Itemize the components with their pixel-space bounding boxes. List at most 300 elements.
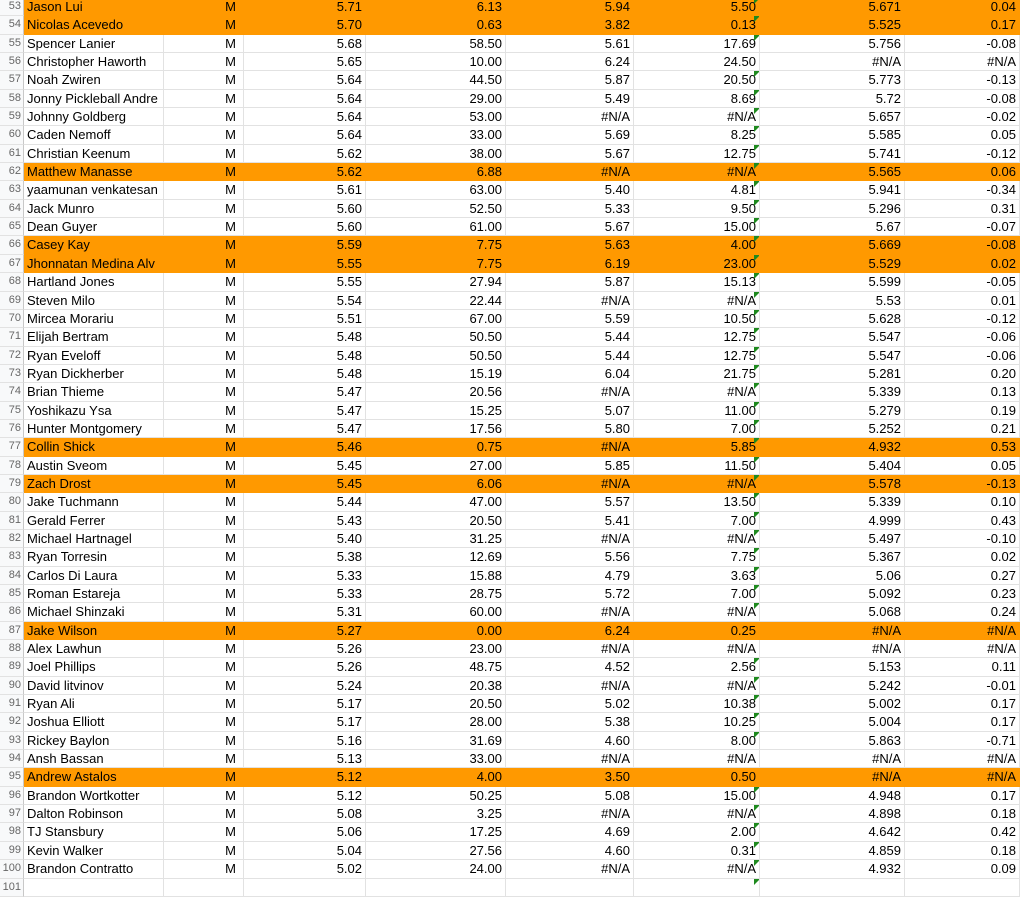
cell-delta[interactable]: -0.05 (905, 273, 1020, 291)
cell-value-d[interactable]: 0.75 (366, 438, 506, 456)
cell-rating[interactable]: 5.12 (244, 768, 366, 786)
row-header[interactable]: 88 (0, 640, 24, 658)
cell-player-name[interactable]: Kevin Walker (24, 842, 164, 860)
cell-value-g[interactable]: 5.242 (760, 677, 905, 695)
cell-rating[interactable]: 5.26 (244, 640, 366, 658)
cell-value-e[interactable]: 5.85 (506, 457, 634, 475)
cell-player-name[interactable]: Steven Milo (24, 292, 164, 310)
row-header[interactable]: 53 (0, 0, 24, 16)
row-header[interactable]: 67 (0, 255, 24, 273)
cell-value-f[interactable]: 12.75 (634, 328, 760, 346)
cell-rating[interactable]: 5.43 (244, 512, 366, 530)
cell-value-f[interactable]: #N/A (634, 475, 760, 493)
cell-value-f[interactable]: 13.50 (634, 493, 760, 511)
cell-value-f[interactable]: 0.25 (634, 622, 760, 640)
cell-gender[interactable]: M (164, 860, 244, 878)
cell-value-e[interactable]: 5.69 (506, 126, 634, 144)
row-header[interactable]: 55 (0, 35, 24, 53)
cell-player-name[interactable]: Jack Munro (24, 200, 164, 218)
cell-player-name[interactable]: Ryan Torresin (24, 548, 164, 566)
row-header[interactable]: 66 (0, 236, 24, 254)
cell-value-e[interactable]: 5.87 (506, 273, 634, 291)
cell-delta[interactable]: 0.17 (905, 713, 1020, 731)
cell-value-d[interactable]: 3.25 (366, 805, 506, 823)
cell-player-name[interactable]: Jhonnatan Medina Alv (24, 255, 164, 273)
row-header[interactable]: 69 (0, 292, 24, 310)
cell-rating[interactable]: 5.48 (244, 347, 366, 365)
cell-value-d[interactable]: 28.00 (366, 713, 506, 731)
cell-rating[interactable]: 5.70 (244, 16, 366, 34)
cell-rating[interactable]: 5.55 (244, 255, 366, 273)
cell-value-e[interactable]: 5.44 (506, 328, 634, 346)
cell-value-f[interactable]: 5.85 (634, 438, 760, 456)
cell-value-e[interactable]: 3.50 (506, 768, 634, 786)
cell-delta[interactable]: 0.05 (905, 126, 1020, 144)
cell-value-g[interactable]: 4.932 (760, 860, 905, 878)
cell-delta[interactable]: -0.12 (905, 145, 1020, 163)
cell-delta[interactable]: 0.10 (905, 493, 1020, 511)
cell-value-e[interactable]: 5.72 (506, 585, 634, 603)
cell-value-e[interactable]: 5.80 (506, 420, 634, 438)
cell-value-d[interactable]: 58.50 (366, 35, 506, 53)
cell-player-name[interactable] (24, 879, 164, 897)
cell-player-name[interactable]: David litvinov (24, 677, 164, 695)
cell-value-d[interactable]: 27.00 (366, 457, 506, 475)
row-header[interactable]: 64 (0, 200, 24, 218)
cell-delta[interactable]: 0.19 (905, 402, 1020, 420)
cell-value-g[interactable]: #N/A (760, 622, 905, 640)
cell-delta[interactable]: 0.17 (905, 16, 1020, 34)
cell-value-g[interactable]: 5.339 (760, 383, 905, 401)
cell-value-g[interactable]: 5.279 (760, 402, 905, 420)
cell-value-f[interactable]: 3.63 (634, 567, 760, 585)
cell-value-d[interactable]: 15.19 (366, 365, 506, 383)
cell-value-g[interactable]: 5.547 (760, 347, 905, 365)
cell-delta[interactable]: 0.17 (905, 695, 1020, 713)
cell-value-e[interactable]: 5.63 (506, 236, 634, 254)
cell-gender[interactable]: M (164, 823, 244, 841)
cell-rating[interactable]: 5.55 (244, 273, 366, 291)
cell-delta[interactable]: 0.17 (905, 787, 1020, 805)
cell-rating[interactable]: 5.47 (244, 383, 366, 401)
cell-value-d[interactable]: 23.00 (366, 640, 506, 658)
cell-delta[interactable]: -0.13 (905, 71, 1020, 89)
cell-value-d[interactable]: 22.44 (366, 292, 506, 310)
cell-player-name[interactable]: Rickey Baylon (24, 732, 164, 750)
row-header[interactable]: 87 (0, 622, 24, 640)
cell-value-f[interactable]: 8.00 (634, 732, 760, 750)
cell-delta[interactable]: #N/A (905, 768, 1020, 786)
cell-value-e[interactable]: 4.79 (506, 567, 634, 585)
cell-value-f[interactable]: 0.31 (634, 842, 760, 860)
cell-value-g[interactable]: 5.404 (760, 457, 905, 475)
cell-value-f[interactable]: 17.69 (634, 35, 760, 53)
cell-value-f[interactable]: 11.00 (634, 402, 760, 420)
cell-rating[interactable]: 5.08 (244, 805, 366, 823)
row-header[interactable]: 95 (0, 768, 24, 786)
cell-value-e[interactable]: 6.24 (506, 622, 634, 640)
cell-gender[interactable]: M (164, 365, 244, 383)
cell-rating[interactable]: 5.13 (244, 750, 366, 768)
row-header[interactable]: 70 (0, 310, 24, 328)
row-header[interactable]: 54 (0, 16, 24, 34)
cell-value-d[interactable]: 15.25 (366, 402, 506, 420)
cell-gender[interactable]: M (164, 842, 244, 860)
cell-value-g[interactable]: 5.72 (760, 90, 905, 108)
cell-delta[interactable]: 0.02 (905, 255, 1020, 273)
cell-value-f[interactable]: 2.00 (634, 823, 760, 841)
cell-rating[interactable]: 5.27 (244, 622, 366, 640)
cell-player-name[interactable]: Michael Shinzaki (24, 603, 164, 621)
cell-value-g[interactable]: 5.06 (760, 567, 905, 585)
row-header[interactable]: 58 (0, 90, 24, 108)
cell-player-name[interactable]: Dean Guyer (24, 218, 164, 236)
cell-player-name[interactable]: Mircea Morariu (24, 310, 164, 328)
cell-value-g[interactable]: 5.741 (760, 145, 905, 163)
cell-gender[interactable]: M (164, 108, 244, 126)
cell-player-name[interactable]: Alex Lawhun (24, 640, 164, 658)
row-header[interactable]: 97 (0, 805, 24, 823)
cell-value-d[interactable]: 24.00 (366, 860, 506, 878)
row-header[interactable]: 60 (0, 126, 24, 144)
cell-gender[interactable]: M (164, 713, 244, 731)
cell-gender[interactable]: M (164, 805, 244, 823)
cell-delta[interactable]: -0.34 (905, 181, 1020, 199)
cell-rating[interactable]: 5.64 (244, 126, 366, 144)
cell-gender[interactable]: M (164, 35, 244, 53)
cell-value-d[interactable]: 20.38 (366, 677, 506, 695)
cell-value-e[interactable]: #N/A (506, 603, 634, 621)
row-header[interactable]: 82 (0, 530, 24, 548)
row-header[interactable]: 81 (0, 512, 24, 530)
row-header[interactable]: 94 (0, 750, 24, 768)
cell-value-d[interactable]: 7.75 (366, 255, 506, 273)
cell-value-d[interactable]: 31.25 (366, 530, 506, 548)
cell-value-f[interactable]: #N/A (634, 677, 760, 695)
cell-delta[interactable]: #N/A (905, 640, 1020, 658)
cell-value-e[interactable]: 5.38 (506, 713, 634, 731)
cell-delta[interactable]: 0.01 (905, 292, 1020, 310)
cell-value-d[interactable]: 17.56 (366, 420, 506, 438)
cell-value-f[interactable]: 15.00 (634, 218, 760, 236)
cell-delta[interactable]: 0.04 (905, 0, 1020, 16)
cell-delta[interactable]: -0.01 (905, 677, 1020, 695)
row-header[interactable]: 83 (0, 548, 24, 566)
cell-gender[interactable]: M (164, 457, 244, 475)
row-header[interactable]: 93 (0, 732, 24, 750)
row-header[interactable]: 91 (0, 695, 24, 713)
cell-value-d[interactable]: 17.25 (366, 823, 506, 841)
row-header[interactable]: 56 (0, 53, 24, 71)
cell-gender[interactable]: M (164, 585, 244, 603)
row-header[interactable]: 78 (0, 457, 24, 475)
cell-value-g[interactable]: 5.497 (760, 530, 905, 548)
cell-value-d[interactable]: 20.56 (366, 383, 506, 401)
row-header[interactable]: 96 (0, 787, 24, 805)
cell-value-g[interactable]: 5.281 (760, 365, 905, 383)
cell-value-d[interactable]: 33.00 (366, 750, 506, 768)
cell-rating[interactable]: 5.64 (244, 71, 366, 89)
cell-delta[interactable]: -0.71 (905, 732, 1020, 750)
cell-value-d[interactable]: 31.69 (366, 732, 506, 750)
cell-value-g[interactable]: 5.252 (760, 420, 905, 438)
cell-delta[interactable]: #N/A (905, 750, 1020, 768)
cell-value-e[interactable]: 5.67 (506, 145, 634, 163)
cell-value-e[interactable]: #N/A (506, 292, 634, 310)
cell-value-f[interactable]: 15.00 (634, 787, 760, 805)
cell-delta[interactable]: 0.18 (905, 842, 1020, 860)
cell-rating[interactable]: 5.60 (244, 218, 366, 236)
cell-player-name[interactable]: Joshua Elliott (24, 713, 164, 731)
cell-value-d[interactable]: 4.00 (366, 768, 506, 786)
cell-rating[interactable]: 5.47 (244, 420, 366, 438)
cell-value-f[interactable]: #N/A (634, 805, 760, 823)
cell-value-f[interactable]: 2.56 (634, 658, 760, 676)
cell-value-d[interactable]: 53.00 (366, 108, 506, 126)
cell-gender[interactable] (164, 879, 244, 897)
cell-value-g[interactable]: 5.525 (760, 16, 905, 34)
cell-value-e[interactable]: 5.56 (506, 548, 634, 566)
cell-player-name[interactable]: Matthew Manasse (24, 163, 164, 181)
cell-rating[interactable]: 5.64 (244, 90, 366, 108)
cell-delta[interactable]: -0.07 (905, 218, 1020, 236)
cell-gender[interactable]: M (164, 145, 244, 163)
row-header[interactable]: 77 (0, 438, 24, 456)
cell-value-d[interactable]: 28.75 (366, 585, 506, 603)
cell-value-g[interactable]: #N/A (760, 640, 905, 658)
cell-value-d[interactable]: 50.50 (366, 347, 506, 365)
cell-value-e[interactable]: #N/A (506, 640, 634, 658)
cell-player-name[interactable]: Ryan Dickherber (24, 365, 164, 383)
cell-rating[interactable]: 5.12 (244, 787, 366, 805)
cell-gender[interactable]: M (164, 255, 244, 273)
cell-value-g[interactable]: 4.999 (760, 512, 905, 530)
cell-rating[interactable]: 5.62 (244, 145, 366, 163)
row-header[interactable]: 92 (0, 713, 24, 731)
cell-gender[interactable]: M (164, 548, 244, 566)
cell-delta[interactable]: 0.24 (905, 603, 1020, 621)
cell-value-f[interactable]: 7.00 (634, 420, 760, 438)
cell-gender[interactable]: M (164, 438, 244, 456)
cell-delta[interactable]: #N/A (905, 53, 1020, 71)
cell-gender[interactable]: M (164, 695, 244, 713)
cell-rating[interactable]: 5.31 (244, 603, 366, 621)
cell-gender[interactable]: M (164, 90, 244, 108)
cell-value-g[interactable]: 5.296 (760, 200, 905, 218)
cell-player-name[interactable]: TJ Stansbury (24, 823, 164, 841)
cell-value-g[interactable]: 4.642 (760, 823, 905, 841)
cell-value-f[interactable]: 5.50 (634, 0, 760, 16)
cell-value-f[interactable]: 8.69 (634, 90, 760, 108)
cell-player-name[interactable]: Noah Zwiren (24, 71, 164, 89)
cell-value-e[interactable]: #N/A (506, 750, 634, 768)
cell-value-e[interactable]: #N/A (506, 163, 634, 181)
cell-value-g[interactable]: 5.092 (760, 585, 905, 603)
cell-gender[interactable]: M (164, 273, 244, 291)
cell-value-g[interactable]: 5.863 (760, 732, 905, 750)
cell-rating[interactable]: 5.51 (244, 310, 366, 328)
cell-rating[interactable]: 5.02 (244, 860, 366, 878)
cell-delta[interactable]: 0.09 (905, 860, 1020, 878)
row-header[interactable]: 85 (0, 585, 24, 603)
cell-player-name[interactable]: Dalton Robinson (24, 805, 164, 823)
row-header[interactable]: 63 (0, 181, 24, 199)
cell-player-name[interactable]: Casey Kay (24, 236, 164, 254)
cell-value-f[interactable]: 7.00 (634, 512, 760, 530)
cell-delta[interactable]: 0.05 (905, 457, 1020, 475)
cell-value-d[interactable]: 0.63 (366, 16, 506, 34)
cell-gender[interactable]: M (164, 347, 244, 365)
cell-gender[interactable]: M (164, 750, 244, 768)
cell-value-e[interactable]: 4.52 (506, 658, 634, 676)
cell-player-name[interactable]: Andrew Astalos (24, 768, 164, 786)
row-header[interactable]: 57 (0, 71, 24, 89)
cell-rating[interactable]: 5.04 (244, 842, 366, 860)
cell-gender[interactable]: M (164, 420, 244, 438)
cell-rating[interactable]: 5.38 (244, 548, 366, 566)
cell-value-g[interactable]: 5.669 (760, 236, 905, 254)
cell-value-f[interactable]: 12.75 (634, 347, 760, 365)
cell-value-g[interactable]: 5.756 (760, 35, 905, 53)
cell-gender[interactable]: M (164, 218, 244, 236)
cell-delta[interactable]: 0.13 (905, 383, 1020, 401)
row-header[interactable]: 84 (0, 567, 24, 585)
cell-value-d[interactable]: 20.50 (366, 512, 506, 530)
cell-value-d[interactable]: 10.00 (366, 53, 506, 71)
cell-value-e[interactable]: 5.49 (506, 90, 634, 108)
cell-value-e[interactable]: 5.67 (506, 218, 634, 236)
row-header[interactable]: 100 (0, 860, 24, 878)
cell-value-g[interactable]: 4.948 (760, 787, 905, 805)
row-header[interactable]: 75 (0, 402, 24, 420)
cell-value-g[interactable]: 5.585 (760, 126, 905, 144)
cell-rating[interactable]: 5.48 (244, 328, 366, 346)
cell-player-name[interactable]: Spencer Lanier (24, 35, 164, 53)
cell-delta[interactable]: 0.18 (905, 805, 1020, 823)
cell-rating[interactable]: 5.60 (244, 200, 366, 218)
cell-value-f[interactable]: 24.50 (634, 53, 760, 71)
cell-player-name[interactable]: Joel Phillips (24, 658, 164, 676)
cell-rating[interactable]: 5.45 (244, 475, 366, 493)
cell-value-d[interactable]: 63.00 (366, 181, 506, 199)
cell-value-e[interactable]: 5.44 (506, 347, 634, 365)
cell-value-g[interactable]: 5.547 (760, 328, 905, 346)
row-header[interactable]: 99 (0, 842, 24, 860)
cell-value-f[interactable]: 11.50 (634, 457, 760, 475)
cell-value-e[interactable]: 4.69 (506, 823, 634, 841)
cell-value-d[interactable]: 60.00 (366, 603, 506, 621)
cell-gender[interactable]: M (164, 383, 244, 401)
cell-value-g[interactable]: #N/A (760, 53, 905, 71)
cell-player-name[interactable]: Zach Drost (24, 475, 164, 493)
cell-rating[interactable]: 5.59 (244, 236, 366, 254)
cell-value-g[interactable]: 5.628 (760, 310, 905, 328)
cell-value-d[interactable]: 27.94 (366, 273, 506, 291)
row-header[interactable]: 62 (0, 163, 24, 181)
cell-delta[interactable]: -0.08 (905, 35, 1020, 53)
cell-value-d[interactable]: 48.75 (366, 658, 506, 676)
cell-gender[interactable]: M (164, 567, 244, 585)
cell-gender[interactable]: M (164, 512, 244, 530)
cell-player-name[interactable]: Gerald Ferrer (24, 512, 164, 530)
cell-value-d[interactable]: 38.00 (366, 145, 506, 163)
cell-value-g[interactable]: 5.599 (760, 273, 905, 291)
cell-rating[interactable]: 5.26 (244, 658, 366, 676)
cell-delta[interactable]: -0.10 (905, 530, 1020, 548)
cell-value-d[interactable]: 27.56 (366, 842, 506, 860)
cell-value-e[interactable]: #N/A (506, 530, 634, 548)
cell-rating[interactable]: 5.54 (244, 292, 366, 310)
cell-value-g[interactable]: 5.153 (760, 658, 905, 676)
cell-delta[interactable]: 0.27 (905, 567, 1020, 585)
cell-gender[interactable]: M (164, 677, 244, 695)
cell-player-name[interactable]: Michael Hartnagel (24, 530, 164, 548)
cell-value-d[interactable]: 52.50 (366, 200, 506, 218)
cell-delta[interactable]: 0.23 (905, 585, 1020, 603)
cell-value-e[interactable]: 5.61 (506, 35, 634, 53)
cell-value-e[interactable]: 5.57 (506, 493, 634, 511)
cell-value-g[interactable]: 5.565 (760, 163, 905, 181)
cell-value-e[interactable]: 4.60 (506, 732, 634, 750)
cell-rating[interactable]: 5.45 (244, 457, 366, 475)
cell-rating[interactable]: 5.33 (244, 567, 366, 585)
cell-value-d[interactable]: 7.75 (366, 236, 506, 254)
cell-value-g[interactable]: 5.671 (760, 0, 905, 16)
cell-rating[interactable]: 5.44 (244, 493, 366, 511)
cell-value-e[interactable]: 5.87 (506, 71, 634, 89)
cell-value-d[interactable]: 15.88 (366, 567, 506, 585)
cell-value-d[interactable]: 29.00 (366, 90, 506, 108)
cell-value-e[interactable]: #N/A (506, 108, 634, 126)
row-header[interactable]: 68 (0, 273, 24, 291)
row-header[interactable]: 98 (0, 823, 24, 841)
row-header[interactable]: 90 (0, 677, 24, 695)
cell-value-e[interactable]: 5.94 (506, 0, 634, 16)
cell-value-e[interactable]: 5.08 (506, 787, 634, 805)
cell-delta[interactable]: -0.08 (905, 236, 1020, 254)
cell-value-d[interactable]: 12.69 (366, 548, 506, 566)
cell-value-e[interactable]: 5.41 (506, 512, 634, 530)
row-header[interactable]: 61 (0, 145, 24, 163)
cell-value-f[interactable]: #N/A (634, 750, 760, 768)
cell-value-e[interactable]: 5.33 (506, 200, 634, 218)
cell-value-f[interactable]: #N/A (634, 292, 760, 310)
cell-value-g[interactable]: 4.859 (760, 842, 905, 860)
cell-player-name[interactable]: Jason Lui (24, 0, 164, 16)
cell-value-f[interactable]: 0.50 (634, 768, 760, 786)
cell-value-f[interactable]: 23.00 (634, 255, 760, 273)
cell-player-name[interactable]: Brandon Wortkotter (24, 787, 164, 805)
row-header[interactable]: 71 (0, 328, 24, 346)
cell-value-f[interactable]: #N/A (634, 108, 760, 126)
cell-value-g[interactable]: 5.002 (760, 695, 905, 713)
cell-rating[interactable]: 5.17 (244, 713, 366, 731)
cell-value-e[interactable]: 5.07 (506, 402, 634, 420)
cell-rating[interactable]: 5.17 (244, 695, 366, 713)
cell-value-e[interactable]: #N/A (506, 860, 634, 878)
cell-value-f[interactable]: 7.75 (634, 548, 760, 566)
cell-player-name[interactable]: Ryan Eveloff (24, 347, 164, 365)
cell-gender[interactable]: M (164, 328, 244, 346)
cell-delta[interactable]: -0.13 (905, 475, 1020, 493)
row-header[interactable]: 76 (0, 420, 24, 438)
row-header[interactable]: 59 (0, 108, 24, 126)
row-header[interactable]: 101 (0, 879, 24, 897)
cell-value-e[interactable]: #N/A (506, 805, 634, 823)
cell-player-name[interactable]: Carlos Di Laura (24, 567, 164, 585)
cell-value-g[interactable]: 5.941 (760, 181, 905, 199)
cell-rating[interactable]: 5.48 (244, 365, 366, 383)
